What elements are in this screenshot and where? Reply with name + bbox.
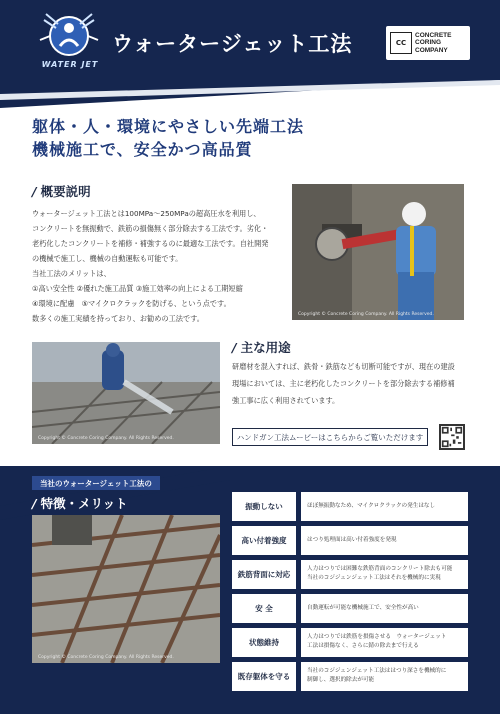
feature-row (232, 492, 468, 521)
uses-line: 研磨材を混入すれば、鉄骨・鉄筋なども切断可能ですが、現在の建設 (232, 362, 455, 371)
uses-line: 現場においては、主に老朽化したコンクリートを部分除去する補修補 (232, 379, 455, 388)
headline-line: 躯体・人・環境にやさしい先端工法 (32, 117, 305, 136)
feature-value (301, 492, 468, 521)
company-logo (386, 26, 470, 60)
features-heading (32, 494, 128, 512)
company-name-line: CONCRETE (415, 31, 452, 39)
overview-line: 老朽化したコンクリートを補修・補強するのに最適な工法です。自社開発 (32, 239, 269, 248)
feature-row (232, 628, 468, 657)
feature-key: 状態維持 (232, 628, 296, 657)
photo-copyright: Copyright © Concrete Coring Company. All Rights Reserved. (38, 655, 174, 660)
slash-icon: / (32, 496, 37, 511)
feature-key: 高い付着強度 (232, 526, 296, 555)
photo-copyright: Copyright © Concrete Coring Company. All Rights Reserved. (38, 436, 174, 441)
header-slant-divider (0, 80, 500, 108)
company-mark: CC (390, 32, 412, 54)
rebar-illustration-icon (32, 515, 220, 663)
feature-row (232, 594, 468, 623)
features-badge: 当社のウォータージェット工法の (32, 476, 160, 490)
feature-key: 安 全 (232, 594, 296, 623)
movie-link[interactable]: ハンドガン工法ムービーはこちらからご覧いただけます (232, 428, 428, 446)
feature-value-line: はつり処理面は高い付着強度を発現 (307, 536, 397, 543)
feature-key: 振動しない (232, 492, 296, 521)
overview-heading (32, 182, 91, 200)
slash-icon: / (232, 340, 237, 355)
feature-value-line: 自動運転が可能な機械施工で、安全性が高い (307, 604, 419, 611)
logo-text: WATER JET (41, 60, 99, 69)
headline-line: 機械施工で、安全かつ高品質 (32, 140, 253, 159)
feature-value-line: 人力はつりでは鉄筋を損傷させる ウォータージェット (307, 634, 447, 641)
feature-value-line: 人力はつりでは困難な鉄筋背面のコンクリート除去も可能 (307, 566, 453, 573)
uses-line: 強工事に広く利用されています。 (232, 396, 340, 405)
worker-photo (292, 184, 464, 320)
overview-line: 当社工法のメリットは、 (32, 269, 111, 278)
waterjet-photo (32, 342, 220, 444)
company-name-line: CORING (415, 39, 441, 47)
rebar-photo (32, 515, 220, 663)
feature-value (301, 526, 468, 555)
overview-line: の機械で施工し、機械の自動運転も可能です。 (32, 254, 183, 263)
feature-key: 鉄筋背面に対応 (232, 560, 296, 589)
features-heading-text: 特徴・メリット (40, 496, 128, 511)
feature-value-line: 当社のコジジェンジェット工法ははつり深さを機械的に (307, 668, 447, 675)
qr-code-icon[interactable] (439, 424, 465, 450)
feature-value-line: 制御し、選択的除去が可能 (307, 677, 375, 684)
features-list (232, 492, 468, 696)
overview-line: ①高い安全性 ②優れた施工品質 ③施工効率の向上による工期短縮 (32, 284, 243, 293)
feature-value-line: 当社のコジジェンジェット工法はそれを機械的に実現 (307, 575, 441, 582)
overview-heading-text: 概要説明 (40, 184, 91, 199)
overview-line: コンクリートを無振動で、鉄筋の損傷無く部分除去する工法です。劣化・ (32, 224, 269, 233)
overview-text (32, 206, 288, 326)
overview-line: 数多くの施工実績を持っており、お勧めの工法です。 (32, 314, 204, 323)
feature-value (301, 662, 468, 691)
feature-value (301, 628, 468, 657)
uses-heading-text: 主な用途 (240, 340, 291, 355)
slash-icon: / (32, 184, 37, 199)
feature-row (232, 662, 468, 691)
feature-row (232, 560, 468, 589)
photo-copyright: Copyright © Concrete Coring Company. All Rights Reserved. (298, 312, 434, 317)
headline (32, 115, 304, 161)
header-banner (0, 0, 500, 80)
feature-value-line: 工法は損傷なく、さらに錆の除去まで行える (307, 643, 419, 650)
waterjet-illustration-icon (32, 342, 220, 444)
feature-key: 既存躯体を守る (232, 662, 296, 691)
feature-row (232, 526, 468, 555)
feature-value (301, 594, 468, 623)
uses-text (232, 358, 472, 409)
company-name-line: COMPANY (415, 46, 448, 54)
company-name (415, 32, 451, 55)
worker-illustration-icon (292, 184, 464, 320)
feature-value (301, 560, 468, 589)
overview-line: ウォータージェット工法とは100MPa～250MPaの超高圧水を利用し、 (32, 209, 261, 218)
uses-heading (232, 338, 291, 356)
feature-value-line: ほぼ無振動なため、マイクロクラックの発生はなし (307, 502, 436, 509)
overview-line: ④環境に配慮 ⑤マイクロクラックを防げる、という点です。 (32, 299, 231, 308)
page-title: ウォータージェット工法 (112, 32, 353, 56)
